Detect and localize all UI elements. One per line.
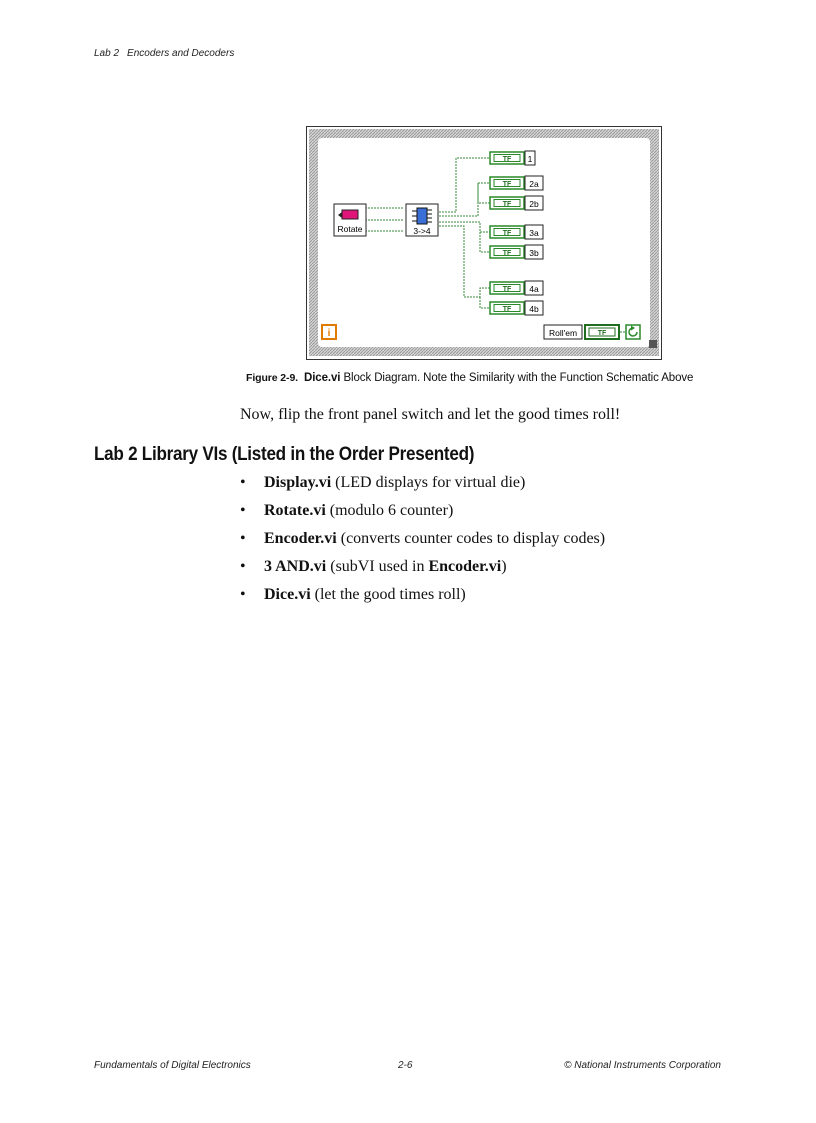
tf-indicator-4b <box>490 301 543 315</box>
figure-caption <box>246 372 693 384</box>
tf-indicator-2b <box>490 196 543 210</box>
list-item: • Display.vi (LED displays for virtual die) <box>240 474 526 491</box>
caption-vi-name: Dice.vi <box>304 372 341 384</box>
footer-page-number: 2-6 <box>398 1060 413 1071</box>
svg-text:TF: TF <box>502 156 512 163</box>
decoder-label: 3->4 <box>413 226 431 236</box>
svg-text:2b: 2b <box>529 199 539 209</box>
svg-text:TF: TF <box>502 306 512 313</box>
loop-resize-corner <box>649 340 657 348</box>
list-item: • Rotate.vi (modulo 6 counter) <box>240 502 454 519</box>
svg-text:TF: TF <box>502 286 512 293</box>
list-item: • Dice.vi (let the good times roll) <box>240 586 466 603</box>
bullet-icon: • <box>240 502 246 519</box>
tf-indicator-4a <box>490 281 543 295</box>
bullet-icon: • <box>240 530 246 547</box>
header-section: Encoders and Decoders <box>127 48 235 59</box>
running-header <box>94 48 234 59</box>
svg-text:4a: 4a <box>529 284 539 294</box>
list-item: • 3 AND.vi (subVI used in Encoder.vi) <box>240 558 507 575</box>
rotate-label: Rotate <box>337 224 363 234</box>
rollem-label: Roll'em <box>548 328 578 338</box>
library-vi-list <box>240 474 605 614</box>
block-diagram-svg <box>306 126 662 360</box>
bullet-icon: • <box>240 474 246 491</box>
svg-text:TF: TF <box>502 181 512 188</box>
svg-text:TF: TF <box>502 201 512 208</box>
section-title: Lab 2 Library VIs (Listed in the Order Presented) <box>94 444 475 465</box>
bullet-icon: • <box>240 558 246 575</box>
svg-text:TF: TF <box>502 250 512 257</box>
tf-indicator-3b <box>490 245 543 259</box>
decoder-subvi <box>406 204 438 236</box>
svg-text:1: 1 <box>527 154 533 164</box>
svg-text:i: i <box>327 328 331 339</box>
loop-condition-icon <box>626 325 640 339</box>
iteration-terminal <box>322 325 336 339</box>
caption-text: Block Diagram. Note the Similarity with the Function Schematic Above <box>340 372 694 384</box>
footer-copyright: © National Instruments Corporation <box>564 1060 721 1071</box>
svg-text:3a: 3a <box>529 228 539 238</box>
footer-book-title: Fundamentals of Digital Electronics <box>94 1060 251 1071</box>
tf-indicator-2a <box>490 176 543 190</box>
svg-text:TF: TF <box>597 330 607 337</box>
lead-paragraph: Now, flip the front panel switch and let the good times roll! <box>240 406 621 423</box>
tf-indicator-1 <box>490 151 535 165</box>
svg-text:4b: 4b <box>529 304 539 314</box>
svg-text:3b: 3b <box>529 248 539 258</box>
dice-block-diagram <box>306 126 662 360</box>
rollem-control <box>544 325 619 339</box>
figure-number: Figure 2-9. <box>246 372 298 384</box>
rotate-subvi <box>334 204 366 236</box>
svg-text:TF: TF <box>502 230 512 237</box>
bullet-icon: • <box>240 586 246 603</box>
tf-indicator-3a <box>490 225 543 239</box>
list-item: • Encoder.vi (converts counter codes to display codes) <box>240 530 606 547</box>
svg-text:2a: 2a <box>529 179 539 189</box>
header-lab: Lab 2 <box>94 48 120 59</box>
while-loop-interior <box>318 138 650 347</box>
